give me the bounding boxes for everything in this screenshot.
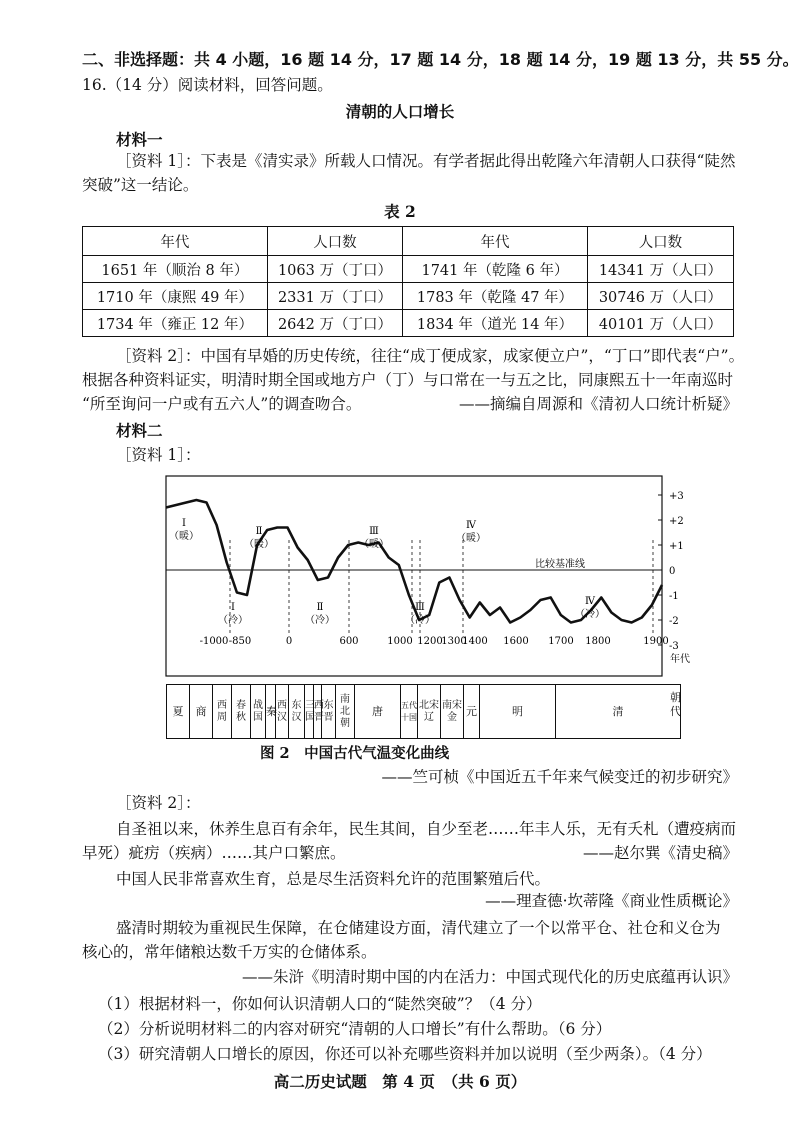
period-label-note: （暖） (456, 533, 486, 544)
quote3-cite: ——朱浒《明清时期中国的内在活力：中国式现代化的历史底蕴再认识》 (241, 968, 738, 986)
x-tick-label: 1300 (441, 636, 467, 647)
x-tick-label: 1600 (503, 636, 529, 647)
baseline-label: 比较基准线 (535, 559, 585, 570)
x-tick-label: 1700 (548, 636, 574, 647)
x-tick-label: 1200 (417, 636, 443, 647)
period-label: Ⅱ (316, 602, 324, 613)
dynasty-cell: 东汉 (289, 685, 305, 739)
dynasty-cell: 西晋 (314, 685, 322, 739)
m2-source2-label: ［资料 2］： (116, 794, 201, 812)
m1-source2-line3: “所至询问一户或有五六人”的调查吻合。 (82, 395, 362, 413)
period-label-note: （冷） (405, 615, 435, 626)
temperature-chart (160, 468, 700, 686)
table-header: 人口数 (587, 227, 733, 256)
y-tick-label: +2 (669, 516, 684, 527)
dynasty-axis-label: 朝代 (670, 691, 681, 718)
quote1-line1: 自圣祖以来，休养生息百有余年，民生其间，自少至老……年丰人乐，无有夭札（遭疫病而 (116, 820, 737, 838)
quote2-line1: 中国人民非常喜欢生育，总是尽生活资料允许的范围繁殖后代。 (116, 870, 551, 888)
table-cell: 2331 万（丁口） (267, 283, 402, 310)
table-row (83, 256, 734, 283)
period-label: Ⅲ (415, 602, 425, 613)
table-cell: 30746 万（人口） (587, 283, 733, 310)
m1-source2-cite: ——摘编自周源和《清初人口统计析疑》 (458, 395, 738, 413)
dynasty-cell: 西周 (213, 685, 232, 739)
table-cell: 1734 年（雍正 12 年） (83, 310, 268, 337)
dynasty-cell: 战国 (251, 685, 266, 739)
table-cell: 40101 万（人口） (587, 310, 733, 337)
dynasty-cell: 南北朝 (336, 685, 355, 739)
period-label: Ⅰ (231, 602, 235, 613)
table-cell: 1710 年（康熙 49 年） (83, 283, 268, 310)
m1-source2-line2: 根据各种资料证实，明清时期全国或地方户（丁）与口常在一与五之比，同康熙五十一年南巡时 (82, 371, 734, 389)
question-1: （1）根据材料一，你如何认识清朝人口的“陡然突破”？（4 分） (98, 995, 542, 1013)
dynasty-cell: 清 (556, 685, 681, 739)
period-label-note: （冷） (218, 615, 248, 626)
x-tick-label: -850 (228, 636, 252, 647)
period-label-note: （冷） (305, 615, 335, 626)
y-tick-label: -3 (669, 641, 679, 652)
period-label: Ⅱ (255, 526, 263, 537)
table-cell: 1741 年（乾隆 6 年） (403, 256, 588, 283)
dynasty-cell: 明 (480, 685, 556, 739)
table-cell: 1783 年（乾隆 47 年） (403, 283, 588, 310)
table-header: 年代 (403, 227, 588, 256)
y-tick-label: +1 (669, 541, 684, 552)
topic-title: 清朝的人口增长 (345, 102, 455, 121)
section-heading: 二、非选择题：共 4 小题，16 题 14 分，17 题 14 分，18 题 14 分，19 题 13 分，共 55 分。 (82, 50, 799, 69)
table-cell: 1063 万（丁口） (267, 256, 402, 283)
x-tick-label: -1000 (199, 636, 229, 647)
y-tick-label: -1 (669, 591, 679, 602)
period-label-note: （冷） (575, 609, 605, 620)
dynasty-cell: 唐 (355, 685, 401, 739)
xaxis-label: 年代 (670, 654, 690, 665)
table-header: 人口数 (267, 227, 402, 256)
dynasty-cell: 商 (190, 685, 213, 739)
material2-label: 材料二 (116, 421, 163, 440)
m2-source1-label: ［资料 1］： (116, 446, 201, 464)
x-tick-label: 1400 (462, 636, 488, 647)
quote1-line2: 早死）疵疠（疾病）……其户口繁庶。 (82, 844, 346, 862)
dynasty-strip (166, 684, 681, 739)
quote3-line2: 核心的，常年储粮达数千万实的仓储体系。 (82, 943, 377, 961)
quote3-line1: 盛清时期较为重视民生保障，在仓储建设方面，清代建立了一个以常平仓、社仓和义仓为 (116, 919, 721, 937)
x-tick-label: 600 (339, 636, 359, 647)
page-footer: 高二历史试题 第 4 页 （共 6 页） (273, 1072, 527, 1091)
table-header: 年代 (83, 227, 268, 256)
quote2-cite: ——理查德·坎蒂隆《商业性质概论》 (485, 892, 738, 910)
x-tick-label: 1900 (643, 636, 669, 647)
dynasty-cell: 西汉 (276, 685, 289, 739)
question-intro: 16.（14 分）阅读材料，回答问题。 (82, 76, 333, 94)
m1-source1-line1: ［资料 1］：下表是《清实录》所载人口情况。有学者据此得出乾隆六年清朝人口获得“陡然 (116, 152, 736, 170)
material1-label: 材料一 (116, 130, 163, 149)
table-cell: 2642 万（丁口） (267, 310, 402, 337)
dynasty-cell: 五代十国 (401, 685, 418, 739)
y-tick-label: -2 (669, 616, 679, 627)
period-label-note: （暖） (359, 539, 389, 550)
question-2: （2）分析说明材料二的内容对研究“清朝的人口增长”有什么帮助。（6 分） (98, 1020, 612, 1038)
table-cell: 1651 年（顺治 8 年） (83, 256, 268, 283)
dynasty-cell: 春秋 (232, 685, 251, 739)
period-label: Ⅳ (466, 520, 476, 531)
period-label-note: （暖） (169, 531, 199, 542)
quote1-cite: ——赵尔巽《清史稿》 (582, 844, 738, 862)
table-cell: 1834 年（道光 14 年） (403, 310, 588, 337)
table-row (83, 310, 734, 337)
dynasty-cell: 元 (464, 685, 480, 739)
dynasty-cell: 南宋金 (441, 685, 464, 739)
x-tick-label: 1000 (387, 636, 413, 647)
dynasty-cell: 东晋 (322, 685, 336, 739)
figure-caption: 图 2 中国古代气温变化曲线 (260, 745, 450, 762)
period-label: Ⅰ (182, 518, 186, 529)
figure-cite: ——竺可桢《中国近五千年来气候变迁的初步研究》 (381, 768, 738, 786)
period-label: Ⅲ (369, 526, 379, 537)
m1-source1-line2: 突破”这一结论。 (82, 176, 199, 194)
y-tick-label: 0 (669, 566, 676, 577)
question-3: （3）研究清朝人口增长的原因，你还可以补充哪些资料并加以说明（至少两条）。（4 分） (98, 1045, 712, 1063)
m1-source2-line1: ［资料 2］：中国有早婚的历史传统，往往“成丁便成家，成家便立户”，“丁口”即代表“户”。 (116, 347, 745, 365)
dynasty-cell: 夏 (167, 685, 190, 739)
table-caption: 表 2 (384, 202, 416, 221)
table-cell: 14341 万（人口） (587, 256, 733, 283)
x-tick-label: 1800 (585, 636, 611, 647)
dynasty-cell: 秦 (266, 685, 276, 739)
population-table (82, 226, 734, 337)
x-tick-label: 0 (285, 636, 293, 647)
y-tick-label: +3 (669, 491, 684, 502)
dynasty-cell: 北宋辽 (418, 685, 441, 739)
dynasty-cell: 三国 (305, 685, 314, 739)
period-label-note: （暖） (244, 539, 274, 550)
table-row (83, 283, 734, 310)
period-label: Ⅳ (585, 596, 595, 607)
